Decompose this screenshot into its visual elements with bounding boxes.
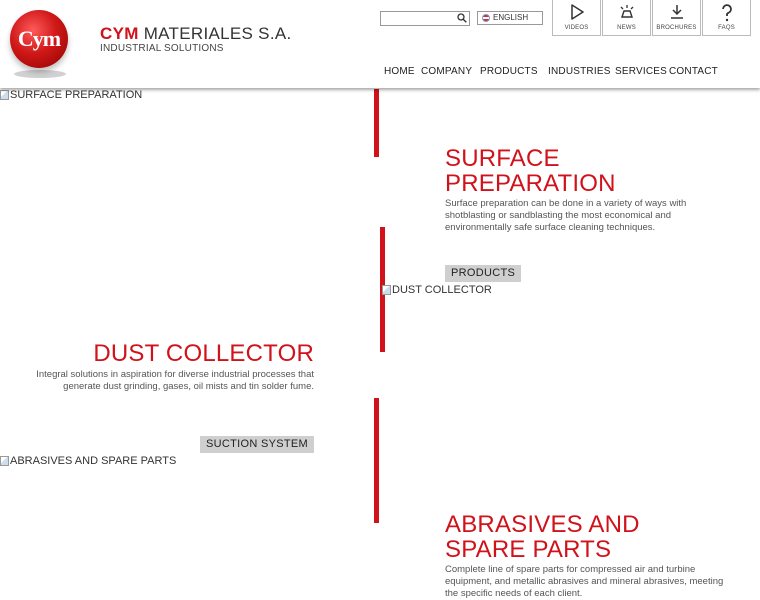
accent-divider bbox=[374, 89, 379, 157]
search-icon[interactable] bbox=[457, 13, 467, 23]
surface-preparation-image-alt: SURFACE PREPARATION bbox=[10, 89, 143, 101]
flag-icon bbox=[482, 14, 490, 22]
logo-shadow bbox=[14, 70, 66, 78]
abrasives-title bbox=[445, 512, 640, 562]
abrasives-description: Complete line of spare parts for compressed air and turbine equipment, and metallic abrasives and mineral abrasives, meeting the specific needs of each client. bbox=[445, 564, 724, 599]
dust-collector-image bbox=[382, 284, 492, 296]
suction-system-button[interactable]: SUCTION SYSTEM bbox=[200, 436, 314, 453]
tagline: INDUSTRIAL SOLUTIONS bbox=[100, 43, 224, 54]
search-input[interactable] bbox=[382, 12, 454, 24]
faqs-label: FAQS bbox=[718, 25, 735, 31]
brochures-label: BROCHURES bbox=[656, 25, 697, 31]
surface-preparation-image bbox=[0, 89, 142, 101]
megaphone-icon bbox=[618, 4, 636, 20]
surface-preparation-title bbox=[445, 146, 616, 196]
nav-home[interactable]: HOME bbox=[384, 66, 415, 77]
videos-link[interactable] bbox=[552, 0, 601, 36]
nav-company[interactable]: COMPANY bbox=[421, 66, 473, 77]
videos-label: VIDEOS bbox=[564, 25, 589, 31]
surface-preparation-description: Surface preparation can be done in a variety of ways with shotblasting or sandblasting the most economical and environmentally safe surface cleaning techniques. bbox=[445, 198, 687, 233]
logo[interactable]: Cym bbox=[10, 10, 68, 68]
question-icon bbox=[719, 4, 735, 22]
play-icon bbox=[569, 4, 585, 20]
dust-collector-image-alt: DUST COLLECTOR bbox=[392, 284, 492, 296]
quick-links bbox=[552, 0, 752, 36]
dust-collector-description: Integral solutions in aspiration for diverse industrial processes that generate dust grinding, gases, oil mists and tin solder fume. bbox=[36, 369, 314, 392]
abrasives-title-line2: SPARE PARTS bbox=[445, 536, 612, 563]
abrasives-image bbox=[0, 455, 176, 467]
surface-preparation-title-line1: SURFACE bbox=[445, 145, 560, 172]
faqs-link[interactable] bbox=[702, 0, 751, 36]
search-box bbox=[380, 11, 470, 26]
language-label: ENGLISH bbox=[493, 13, 529, 22]
brand-name-bold: CYM bbox=[100, 24, 139, 43]
abrasives-image-alt: ABRASIVES AND SPARE PARTS bbox=[10, 455, 177, 467]
nav-industries[interactable]: INDUSTRIES bbox=[548, 66, 611, 77]
dust-collector-title: DUST COLLECTOR bbox=[93, 340, 314, 367]
site-header bbox=[0, 0, 760, 88]
nav-products[interactable]: PRODUCTS bbox=[480, 66, 538, 77]
surface-preparation-title-line2: PREPARATION bbox=[445, 170, 616, 197]
download-icon bbox=[669, 4, 685, 20]
language-selector[interactable] bbox=[477, 11, 543, 25]
products-button[interactable]: PRODUCTS bbox=[445, 265, 521, 282]
news-link[interactable] bbox=[602, 0, 651, 36]
abrasives-title-line1: ABRASIVES AND bbox=[445, 511, 640, 538]
news-label: NEWS bbox=[617, 25, 636, 31]
nav-contact[interactable]: CONTACT bbox=[669, 66, 718, 77]
broken-image-icon bbox=[0, 456, 9, 466]
broken-image-icon bbox=[382, 285, 391, 295]
brand-name-rest: MATERIALES S.A. bbox=[143, 24, 292, 43]
broken-image-icon bbox=[0, 90, 9, 100]
brochures-link[interactable] bbox=[652, 0, 701, 36]
nav-services[interactable]: SERVICES bbox=[615, 66, 667, 77]
accent-divider bbox=[374, 398, 379, 523]
brand-name[interactable] bbox=[100, 24, 292, 44]
